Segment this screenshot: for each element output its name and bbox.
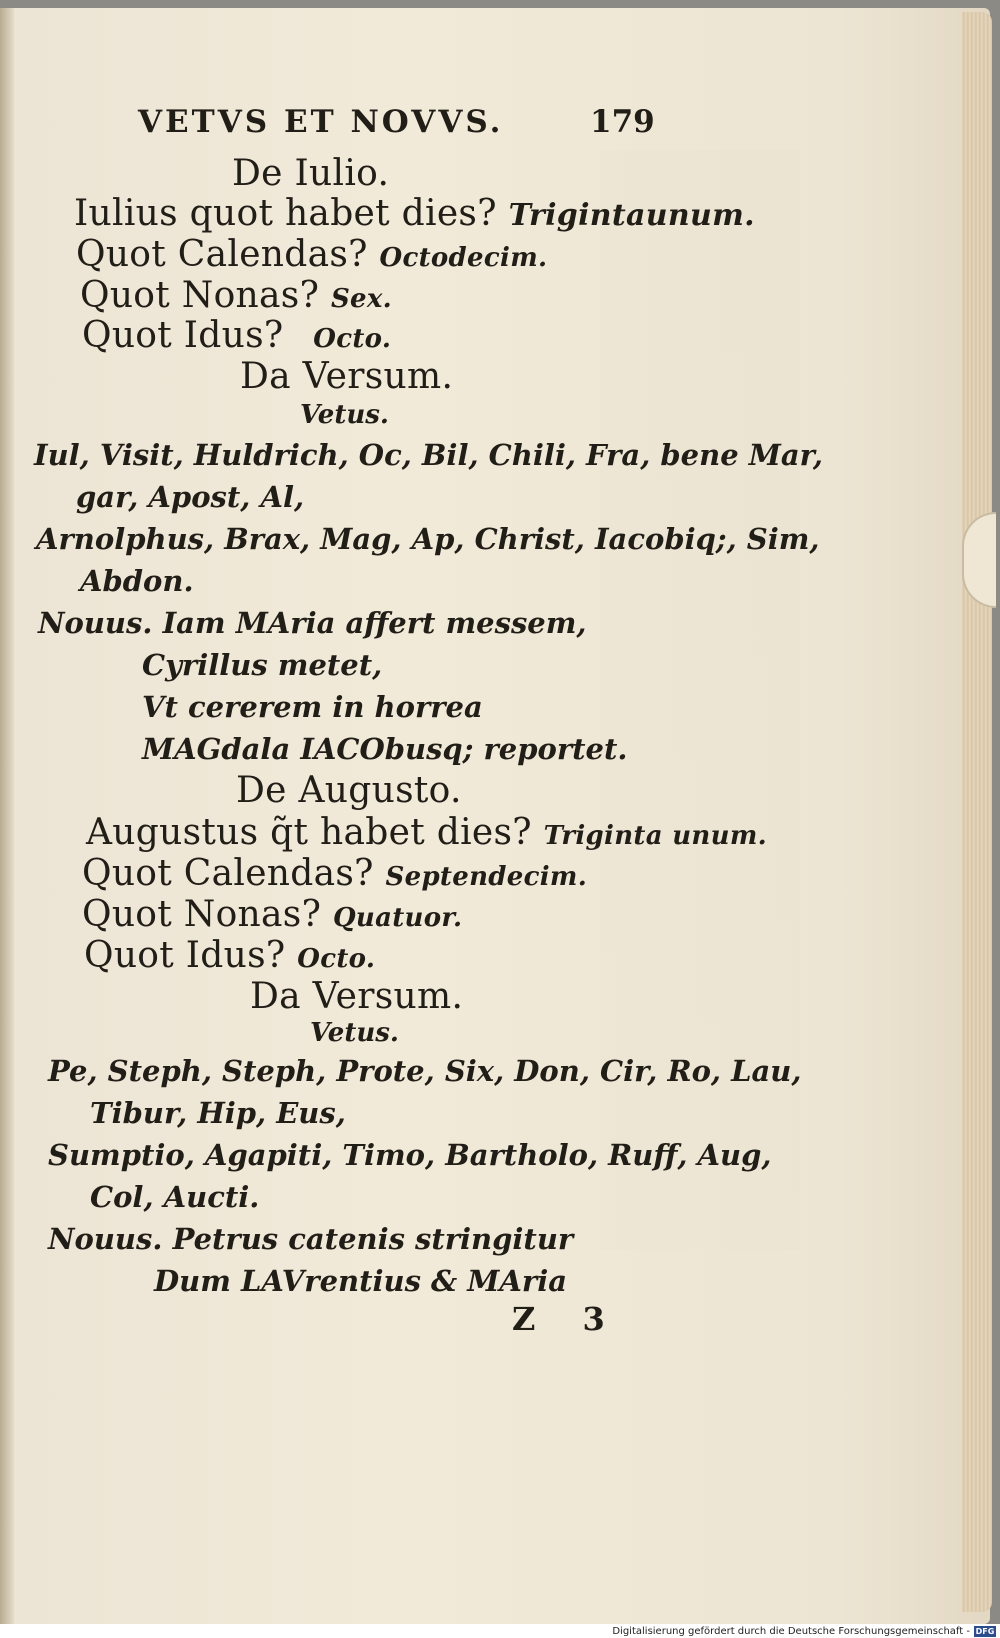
verse-label: Da Versum. [240,356,454,397]
page-number: 179 [590,104,655,140]
vetus-line: Iul, Visit, Huldrich, Oc, Bil, Chili, Fra, bene Mar, [34,438,823,472]
page-fore-edge [962,12,992,1612]
section-heading-iulio: De Iulio. [232,153,390,194]
question-line: Quot Calendas? Octodecim. [76,234,548,275]
vetus-line: Tibur, Hip, Eus, [90,1096,346,1130]
question-line: Quot Calendas? Septendecim. [82,853,588,894]
vetus-line: Arnolphus, Brax, Mag, Ap, Christ, Iacobiq;, Sim, [36,522,820,556]
page-gutter [0,8,14,1624]
dfg-logo: DFG [975,1627,995,1636]
question-line: Augustus q̃t habet dies? Triginta unum. [86,812,767,853]
vetus-line: Sumptio, Agapiti, Timo, Bartholo, Ruff, Aug, [48,1138,772,1172]
nouus-label: Nouus. [38,606,153,640]
question-line: Quot Nonas? Quatuor. [82,894,463,935]
nouus-line: MAGdala IACObusq; reportet. [142,732,628,766]
nouus-line: Dum LAVrentius & MAria [154,1264,567,1298]
nouus-line: Nouus. Petrus catenis stringitur [48,1222,574,1256]
nouus-line: Nouus. Iam MAria affert messem, [38,606,587,640]
footer-credit: Digitalisierung gefördert durch die Deutsche Forschungsgemeinschaft - [612,1626,970,1637]
vetus-line: gar, Apost, Al, [76,480,305,514]
nouus-label: Nouus. [48,1222,163,1256]
nouus-line: Vt cererem in horrea [142,690,483,724]
vetus-line: Col, Aucti. [90,1180,260,1214]
vetus-line: Pe, Steph, Steph, Prote, Six, Don, Cir, Ro, Lau, [48,1054,802,1088]
vetus-line: Abdon. [80,564,194,598]
question-line: Quot Nonas? Sex. [80,275,393,316]
section-heading-augusto: De Augusto. [236,770,462,811]
question-line: Iulius quot habet dies? Trigintaunum. [74,193,755,234]
verse-label: Da Versum. [250,976,464,1017]
running-header: VETVS ET NOVVS. [138,104,504,140]
vetus-label: Vetus. [310,1018,399,1048]
signature-mark: Z 3 [512,1300,623,1338]
nouus-line: Cyrillus metet, [142,648,383,682]
question-line: Quot Idus? Octo. [84,935,376,976]
vetus-label: Vetus. [300,400,389,430]
question-line: Quot Idus? Octo. [82,315,392,356]
